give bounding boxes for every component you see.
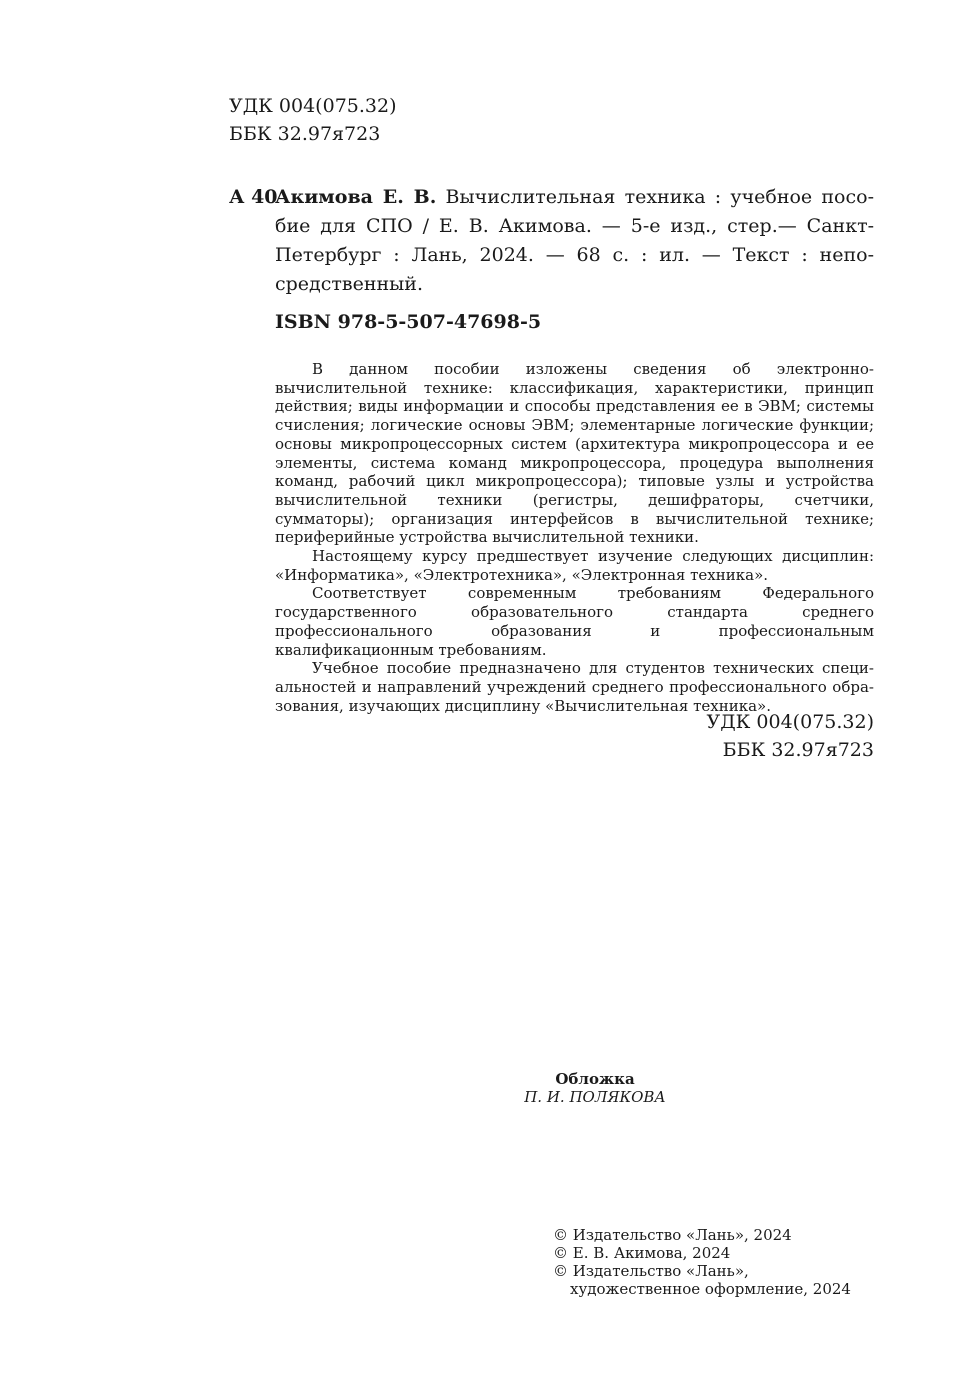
copyright-block <box>553 1226 851 1298</box>
annotation-paragraph: Настоящему курсу предшествует изучение следующих дисциплин: «Информатика», «Электротехника», «Электронная техника». <box>275 547 874 584</box>
bibliographic-text <box>275 183 874 299</box>
copyright-line: художественное оформление, 2024 <box>570 1280 851 1298</box>
cover-designer: П. И. ПОЛЯКОВА <box>524 1088 666 1106</box>
bibliographic-description: Вычислительная техника : учебное пособие для СПО / Е. В. Акимова. — 5-е изд., стер.— Санкт-Петербург : Лань, 2024. — 68 с. : ил. — Текст : непосредственный. <box>275 186 874 295</box>
annotation-paragraph: Учебное пособие предназначено для студентов технических специальностей и направлений учреждений среднего профессионального образования, изучающих дисциплину «Вычислительная техника». <box>275 659 874 715</box>
copyright-line: © Е. В. Акимова, 2024 <box>553 1244 731 1262</box>
copyright-line: © Издательство «Лань», 2024 <box>553 1226 792 1244</box>
udk-index: УДК 004(075.32) <box>229 95 397 117</box>
annotation <box>275 360 874 715</box>
udk-index: УДК 004(075.32) <box>706 711 874 733</box>
author-name: Акимова Е. В. <box>275 186 437 208</box>
bbk-index: ББК 32.97я723 <box>229 123 381 145</box>
classification-top <box>229 92 397 148</box>
copyright-line: © Издательство «Лань», <box>553 1262 749 1280</box>
author-mark: А 40 <box>229 186 278 208</box>
cover-credit <box>480 1070 710 1106</box>
bbk-index: ББК 32.97я723 <box>722 739 874 761</box>
annotation-paragraph: Соответствует современным требованиям Федерального государственного образовательного стандарта среднего профессионального образования и профессиональным квалификационным требованиям. <box>275 584 874 659</box>
classification-bottom <box>707 708 875 764</box>
annotation-paragraph: В данном пособии изложены сведения об электронно-вычислительной технике: классификация, характеристики, принцип действия; виды информации и способы представления ее в ЭВМ; системы счисления; логические основы ЭВМ; элементарные логические функции; основы микропроцессорных систем (архитектура микропроцессора и ее элементы, система команд микропроцессора, процедура выполнения команд, рабочий цикл микропроцессора); типовые узлы и устройства вычислительной техники (регистры, дешифраторы, счетчики, сумматоры); организация интерфейсов в вычислительной технике; периферийные устройства вычислительной техники. <box>275 360 874 547</box>
isbn: ISBN 978-5-507-47698-5 <box>275 311 542 333</box>
cover-label: Обложка <box>555 1070 635 1088</box>
bibliographic-record <box>229 183 874 299</box>
